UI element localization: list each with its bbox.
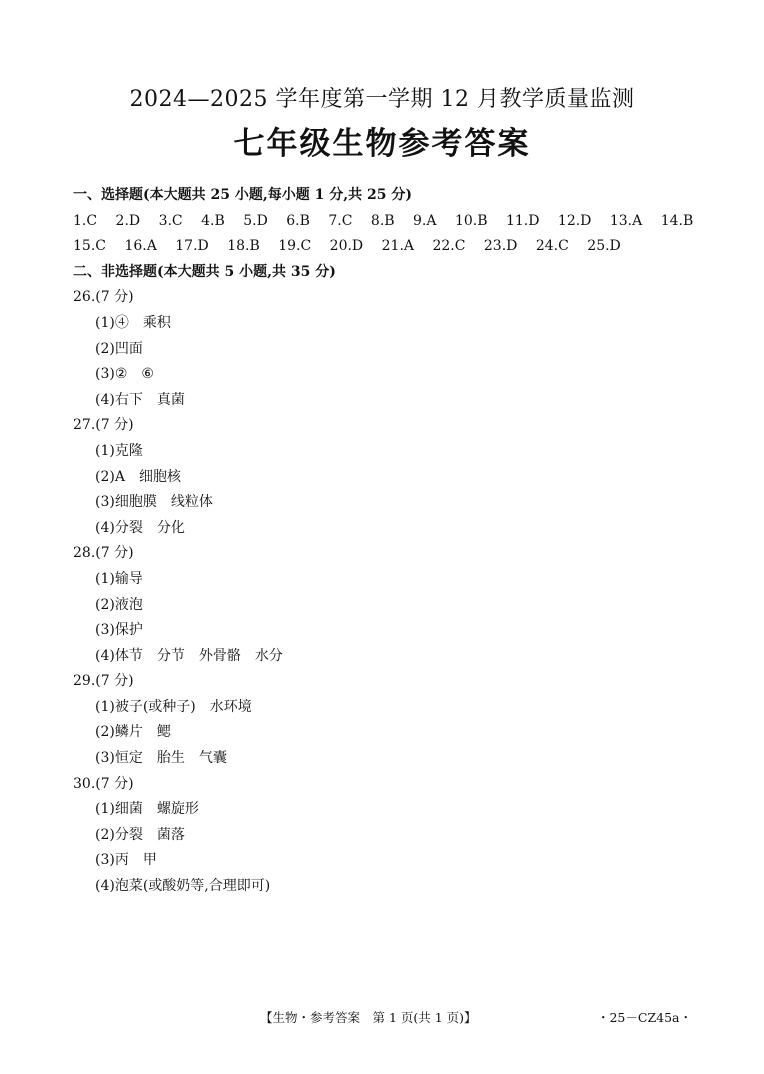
choice-answer: 12.D (557, 212, 592, 229)
answer-line: (2)凹面 (95, 340, 143, 357)
exam-title: 2024—2025 学年度第一学期 12 月教学质量监测 (129, 87, 635, 112)
page-footer: 【生物・参考答案 第 1 页(共 1 页)】 (260, 1010, 477, 1025)
answer-line: (3)② ⑥ (95, 366, 154, 383)
choice-answer: 13.A (609, 212, 643, 229)
choice-answer: 22.C (432, 238, 466, 255)
answer-line: (1)输导 (95, 570, 143, 587)
choice-answer: 7.C (328, 212, 353, 229)
choice-answer: 6.B (286, 212, 310, 229)
question-title-28: 28.(7 分) (73, 545, 134, 562)
answer-line: (3)恒定 胎生 气囊 (95, 750, 227, 767)
choice-answers-row-2 (73, 234, 704, 260)
answer-line: (4)右下 真菌 (95, 391, 185, 408)
choice-answer: 23.D (483, 238, 518, 255)
choice-answer: 8.B (370, 212, 395, 229)
answer-line: (1)细菌 螺旋形 (95, 801, 199, 818)
answer-content (73, 183, 704, 900)
answer-line: (3)丙 甲 (95, 852, 157, 869)
question-title-29: 29.(7 分) (73, 673, 134, 690)
choice-answer: 25.D (587, 238, 621, 255)
choice-answer: 11.D (505, 212, 540, 229)
answer-line: (2)A 细胞核 (95, 468, 181, 485)
answer-line: (2)液泡 (95, 596, 143, 613)
section-heading-nonchoice: 二、非选择题(本大题共 5 小题,共 35 分) (73, 263, 336, 280)
section-heading-choice: 一、选择题(本大题共 25 小题,每小题 1 分,共 25 分) (73, 187, 412, 203)
question-title-30: 30.(7 分) (73, 775, 134, 792)
answer-line: (1)克隆 (95, 442, 143, 459)
answer-line: (1)被子(或种子) 水环境 (95, 698, 252, 715)
answer-line: (4)泡菜(或酸奶等,合理即可) (95, 878, 271, 895)
choice-answer: 4.B (201, 212, 225, 229)
choice-answer: 3.C (158, 212, 183, 229)
choice-answer: 14.B (660, 212, 694, 229)
choice-answer: 18.B (227, 238, 260, 255)
choice-answer: 9.A (413, 212, 437, 229)
answer-line: (1)④ 乘积 (95, 314, 171, 331)
choice-answer: 21.A (381, 238, 414, 255)
answer-line: (4)分裂 分化 (95, 519, 185, 536)
choice-answer: 5.D (243, 212, 268, 229)
choice-answer: 16.A (124, 238, 157, 255)
answer-line: (2)鳞片 鳃 (95, 724, 171, 741)
choice-answer: 19.C (278, 238, 312, 255)
answer-line: (3)细胞膜 线粒体 (95, 494, 213, 511)
page-code: ・25－CZ45a・ (596, 1010, 692, 1025)
question-title-26: 26.(7 分) (73, 289, 134, 306)
choice-answer: 10.B (454, 212, 488, 229)
question-title-27: 27.(7 分) (73, 417, 134, 434)
choice-answer: 1.C (73, 212, 98, 229)
choice-answer: 24.C (535, 238, 569, 255)
answer-line: (3)保护 (95, 622, 143, 639)
choice-answer: 15.C (73, 238, 106, 255)
answer-line: (2)分裂 菌落 (95, 826, 185, 843)
choice-answer: 17.D (175, 238, 209, 255)
choice-answer: 2.D (115, 212, 141, 229)
choice-answers-row-1 (73, 209, 704, 235)
answer-key-title: 七年级生物参考答案 (233, 126, 531, 162)
answer-line: (4)体节 分节 外骨骼 水分 (95, 647, 283, 664)
choice-answer: 20.D (329, 238, 364, 255)
